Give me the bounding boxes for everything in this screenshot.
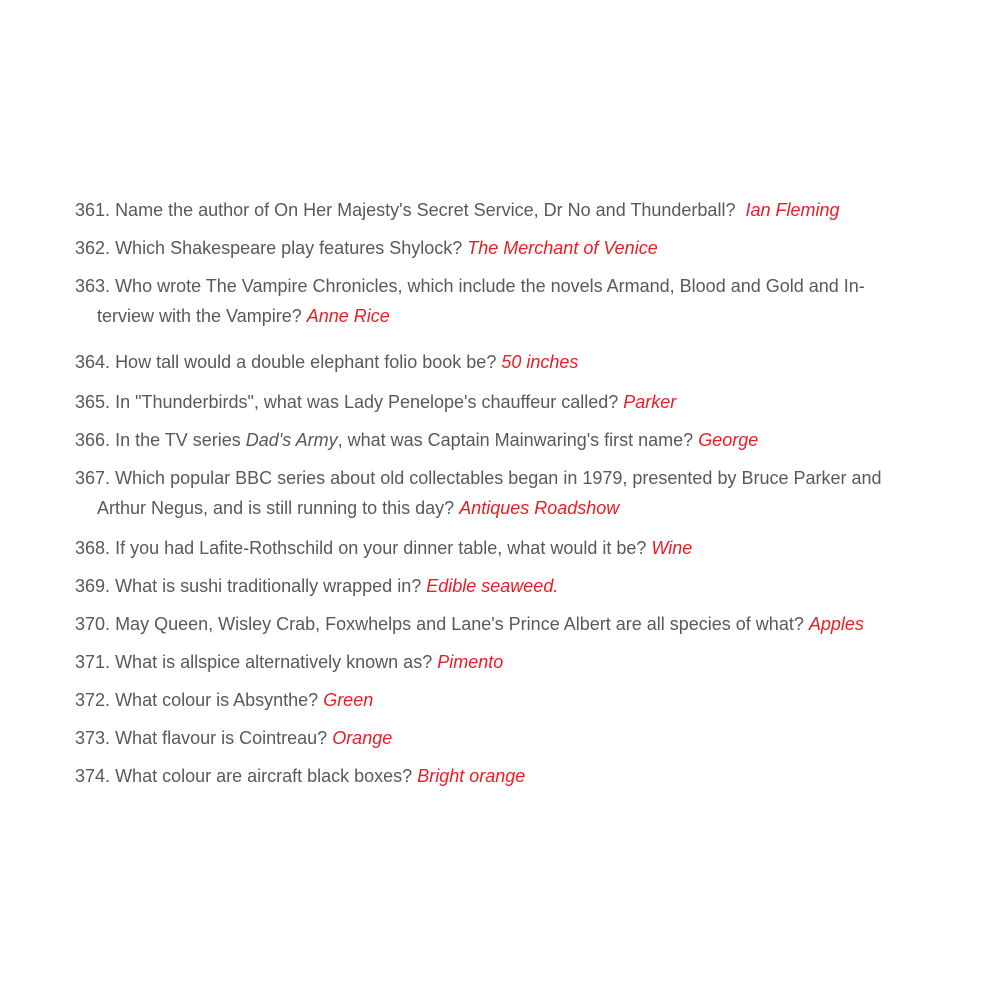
question-segment: May Queen, Wisley Crab, Foxwhelps and Lane's Prince Albert are all species of what?	[115, 614, 804, 634]
quiz-item	[75, 571, 907, 601]
question-text	[115, 538, 646, 558]
question-segment: Arthur Negus, and is still running to this day?	[97, 498, 455, 518]
question-segment: Which Shakespeare play features Shylock?	[115, 238, 463, 258]
quiz-item	[75, 271, 907, 331]
answer-text: Antiques Roadshow	[459, 498, 620, 518]
question-segment: What is allspice alternatively known as?	[115, 652, 433, 672]
question-number: 370.	[75, 614, 111, 634]
question-number: 371.	[75, 652, 111, 672]
answer-text: The Merchant of Venice	[467, 238, 658, 258]
quiz-item	[75, 647, 907, 677]
question-number: 364.	[75, 352, 111, 372]
quiz-item	[75, 761, 907, 791]
quiz-item	[75, 463, 907, 523]
answer-text: Parker	[623, 392, 677, 412]
question-number: 366.	[75, 430, 111, 450]
question-text	[115, 728, 327, 748]
question-segment: Name the author of On Her Majesty's Secret Service, Dr No and Thunderball?	[115, 200, 741, 220]
quiz-item	[75, 723, 907, 753]
question-segment: How tall would a double elephant folio book be?	[115, 352, 497, 372]
answer-text: Edible seaweed.	[426, 576, 559, 596]
answer-text: 50 inches	[501, 352, 579, 372]
question-text	[115, 430, 693, 450]
answer-text: Ian Fleming	[745, 200, 840, 220]
question-segment: In "Thunderbirds", what was Lady Penelope's chauffeur called?	[115, 392, 619, 412]
question-text	[115, 614, 804, 634]
question-segment: What colour is Absynthe?	[115, 690, 319, 710]
question-segment: , what was Captain Mainwaring's first name?	[337, 430, 694, 450]
answer-text: Green	[323, 690, 374, 710]
question-text	[115, 200, 740, 220]
answer-text: Bright orange	[417, 766, 526, 786]
question-segment: If you had Lafite-Rothschild on your dinner table, what would it be?	[115, 538, 647, 558]
question-text	[115, 352, 496, 372]
question-number: 362.	[75, 238, 111, 258]
answer-text: Wine	[651, 538, 693, 558]
question-text	[115, 392, 618, 412]
question-segment: In the TV series	[115, 430, 246, 450]
question-segment: What flavour is Cointreau?	[115, 728, 328, 748]
question-segment: Who wrote The Vampire Chronicles, which include the novels Armand, Blood and Gold and In-	[115, 276, 865, 296]
answer-text: Apples	[808, 614, 864, 634]
quiz-document-page	[75, 195, 907, 799]
question-number: 369.	[75, 576, 111, 596]
question-text	[97, 276, 865, 326]
question-number: 372.	[75, 690, 111, 710]
quiz-item	[75, 685, 907, 715]
question-number: 374.	[75, 766, 111, 786]
question-text	[115, 652, 432, 672]
answer-text: Pimento	[437, 652, 504, 672]
quiz-list	[75, 195, 907, 791]
answer-text: Orange	[332, 728, 393, 748]
question-segment: What is sushi traditionally wrapped in?	[115, 576, 422, 596]
question-number: 367.	[75, 468, 111, 488]
question-segment: What colour are aircraft black boxes?	[115, 766, 413, 786]
answer-text: Anne Rice	[306, 306, 390, 326]
question-number: 363.	[75, 276, 111, 296]
question-number: 368.	[75, 538, 111, 558]
quiz-item	[75, 533, 907, 563]
quiz-item	[75, 347, 907, 377]
quiz-item	[75, 609, 907, 639]
question-text	[115, 238, 462, 258]
quiz-item	[75, 425, 907, 455]
question-text	[115, 690, 318, 710]
quiz-item	[75, 195, 907, 225]
question-number: 361.	[75, 200, 111, 220]
question-italic-segment: Dad's Army	[245, 430, 338, 450]
answer-text: George	[698, 430, 759, 450]
quiz-item	[75, 387, 907, 417]
question-text	[115, 766, 412, 786]
question-number: 365.	[75, 392, 111, 412]
quiz-item	[75, 233, 907, 263]
question-text	[115, 576, 421, 596]
question-segment: terview with the Vampire?	[97, 306, 302, 326]
question-segment: Which popular BBC series about old collectables began in 1979, presented by Bruce Parker and	[115, 468, 882, 488]
question-number: 373.	[75, 728, 111, 748]
